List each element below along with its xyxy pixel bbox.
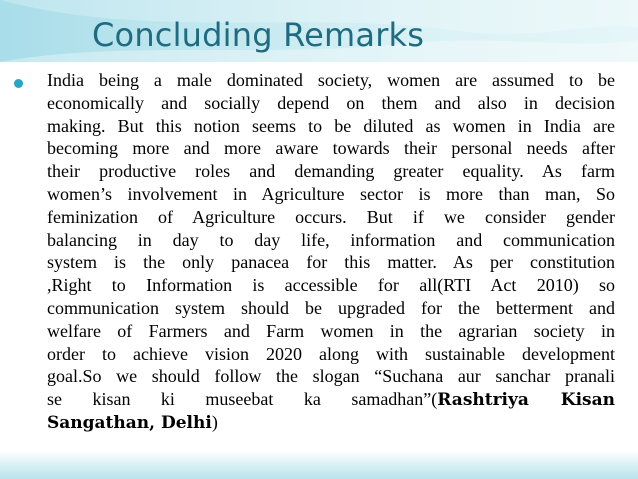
paragraph-line: system is the only panacea for this matter. As per constitution bbox=[47, 252, 615, 273]
paragraph-line-citation bbox=[47, 388, 615, 411]
citation-bold-end: Sangathan, Delhi bbox=[47, 412, 212, 433]
citation-bold: Rashtriya Kisan bbox=[437, 390, 615, 411]
paragraph-line: economically and socially depend on them and also in decision bbox=[47, 92, 615, 113]
paragraph-line: India being a male dominated society, women are assumed to be bbox=[47, 70, 615, 90]
paragraph-line: balancing in day to day life, information and communication bbox=[47, 229, 615, 250]
paragraph-line: becoming more and more aware towards their personal needs after bbox=[47, 138, 615, 159]
paragraph-line: their productive roles and demanding greater equality. As farm bbox=[47, 161, 615, 182]
paragraph-line: welfare of Farmers and Farm women in the agrarian society in bbox=[47, 320, 615, 341]
paragraph-line: making. But this notion seems to be diluted as women in India are bbox=[47, 115, 615, 136]
slogan-text: se kisan ki museebat ka samadhan”( bbox=[47, 389, 438, 410]
paragraph-line: goal.So we should follow the slogan “Suchana aur sanchar pranali bbox=[47, 366, 615, 387]
footer-band bbox=[0, 451, 638, 479]
closing-paren: ) bbox=[211, 411, 218, 432]
paragraph-line: order to achieve vision 2020 along with sustainable development bbox=[47, 343, 615, 364]
paragraph-line: ,Right to Information is accessible for all(RTI Act 2010) so bbox=[47, 275, 615, 296]
slide-title: Concluding Remarks bbox=[92, 16, 425, 54]
header-band bbox=[0, 0, 638, 62]
paragraph-line-final bbox=[47, 411, 615, 434]
paragraph bbox=[47, 69, 615, 434]
paragraph-line: feminization of Agriculture occurs. But if we consider gender bbox=[47, 206, 615, 227]
bullet-icon bbox=[14, 79, 23, 88]
paragraph-line: women’s involvement in Agriculture sector is more than man, So bbox=[47, 183, 615, 204]
paragraph-line: communication system should be upgraded for the betterment and bbox=[47, 297, 615, 318]
